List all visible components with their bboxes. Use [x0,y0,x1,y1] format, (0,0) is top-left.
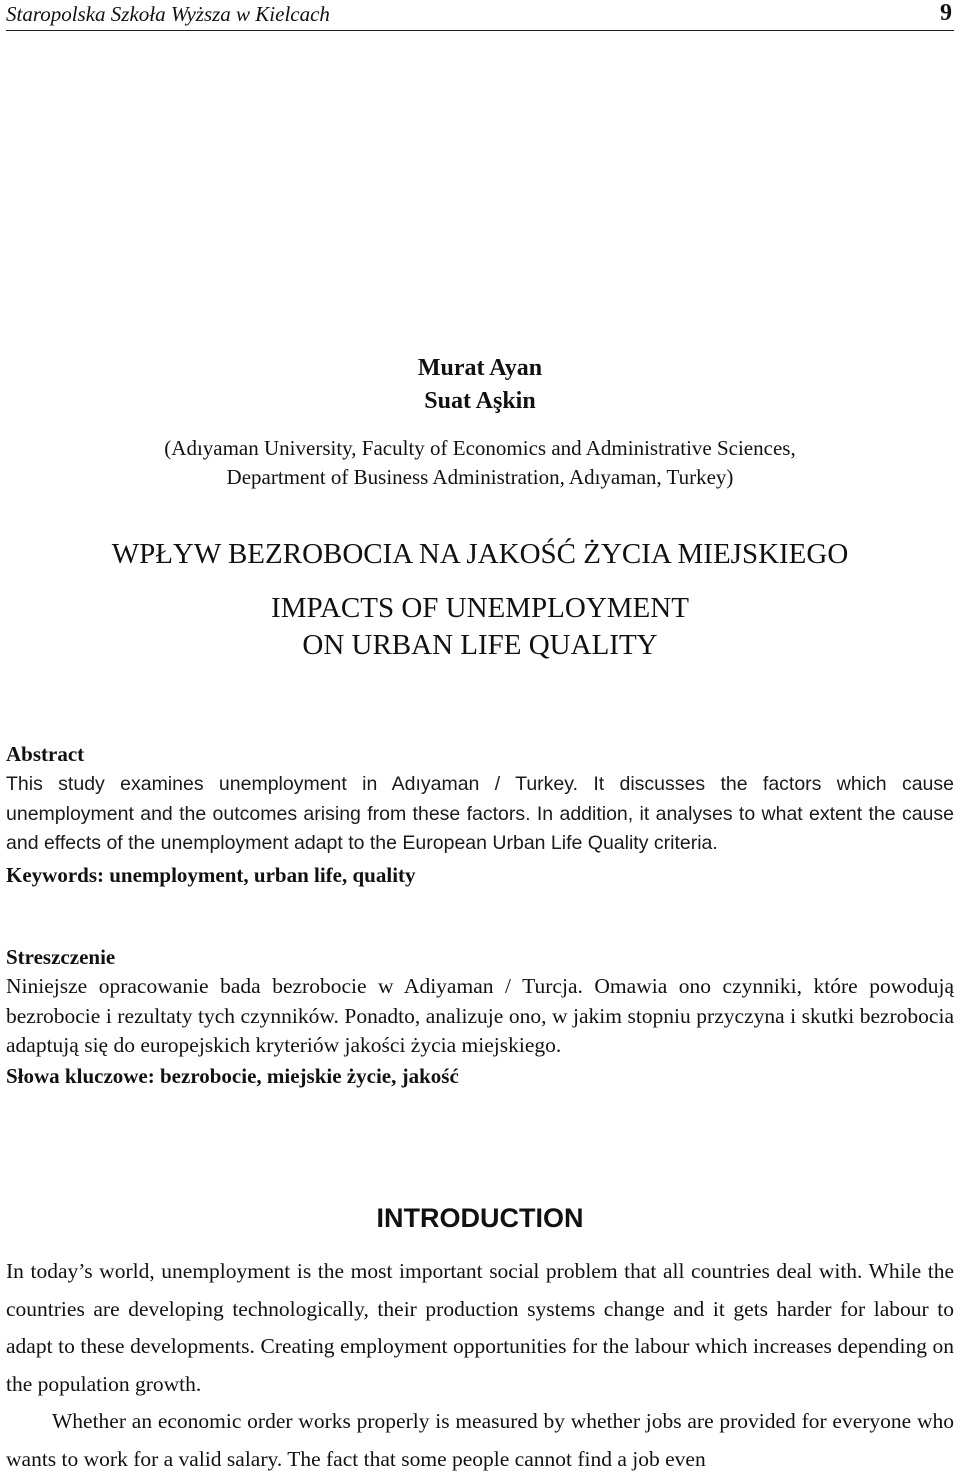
affiliation [0,434,960,492]
streszczenie-heading: Streszczenie [6,945,116,969]
title-polish: WPŁYW BEZROBOCIA NA JAKOŚĆ ŻYCIA MIEJSKIEGO [111,538,849,570]
title-english-line: ON URBAN LIFE QUALITY [302,629,658,661]
paragraph: In today’s world, unemployment is the most important social problem that all countries deal with. While the countries are developing technologically, their production systems change and it gets harder for labour to adapt to these developments. Creating employment opportunities for the labour which increases depending on the population growth. [6,1259,954,1396]
journal-name: Staropolska Szkoła Wyższa w Kielcach [6,2,330,26]
streszczenie-text: Niniejsze opracowanie bada bezrobocie w Adiyaman / Turcja. Omawia ono czynniki, które powodują bezrobocie i rezultaty tych czynników. Ponadto, analizuje ono, w jakim stopniu przyczyna i skutki bezrobocia adaptują się do europejskich kryteriów jakości życia miejskiego. [6,974,954,1057]
paragraph: Whether an economic order works properly is measured by whether jobs are provided for everyone who wants to work for a valid salary. The fact that some people cannot find a job even [6,1409,954,1471]
streszczenie-section [6,942,954,1091]
section-heading: INTRODUCTION [376,1203,584,1233]
title-english [0,590,960,664]
abstract-keywords: Keywords: unemployment, urban life, quality [6,862,416,887]
affiliation-line: Department of Business Administration, Adıyaman, Turkey) [226,465,734,489]
abstract-section [6,739,954,890]
author-name: Suat Aşkin [424,388,536,414]
affiliation-line: (Adıyaman University, Faculty of Economics and Administrative Sciences, [164,436,796,460]
author-list [0,352,960,418]
author-name: Murat Ayan [417,355,543,381]
body-text [6,1253,954,1478]
title-english-line: IMPACTS OF UNEMPLOYMENT [271,592,689,624]
abstract-text: This study examines unemployment in Adıyaman / Turkey. It discusses the factors which cause unemployment and the outcomes arising from these factors. In addition, it analyses to what extent the cause and effects of the unemployment adapt to the European Urban Life Quality criteria. [6,773,954,854]
abstract-heading: Abstract [6,742,85,766]
streszczenie-keywords: Słowa kluczowe: bezrobocie, miejskie życie, jakość [6,1063,459,1088]
page-number: 9 [940,0,952,26]
running-header [6,0,954,31]
